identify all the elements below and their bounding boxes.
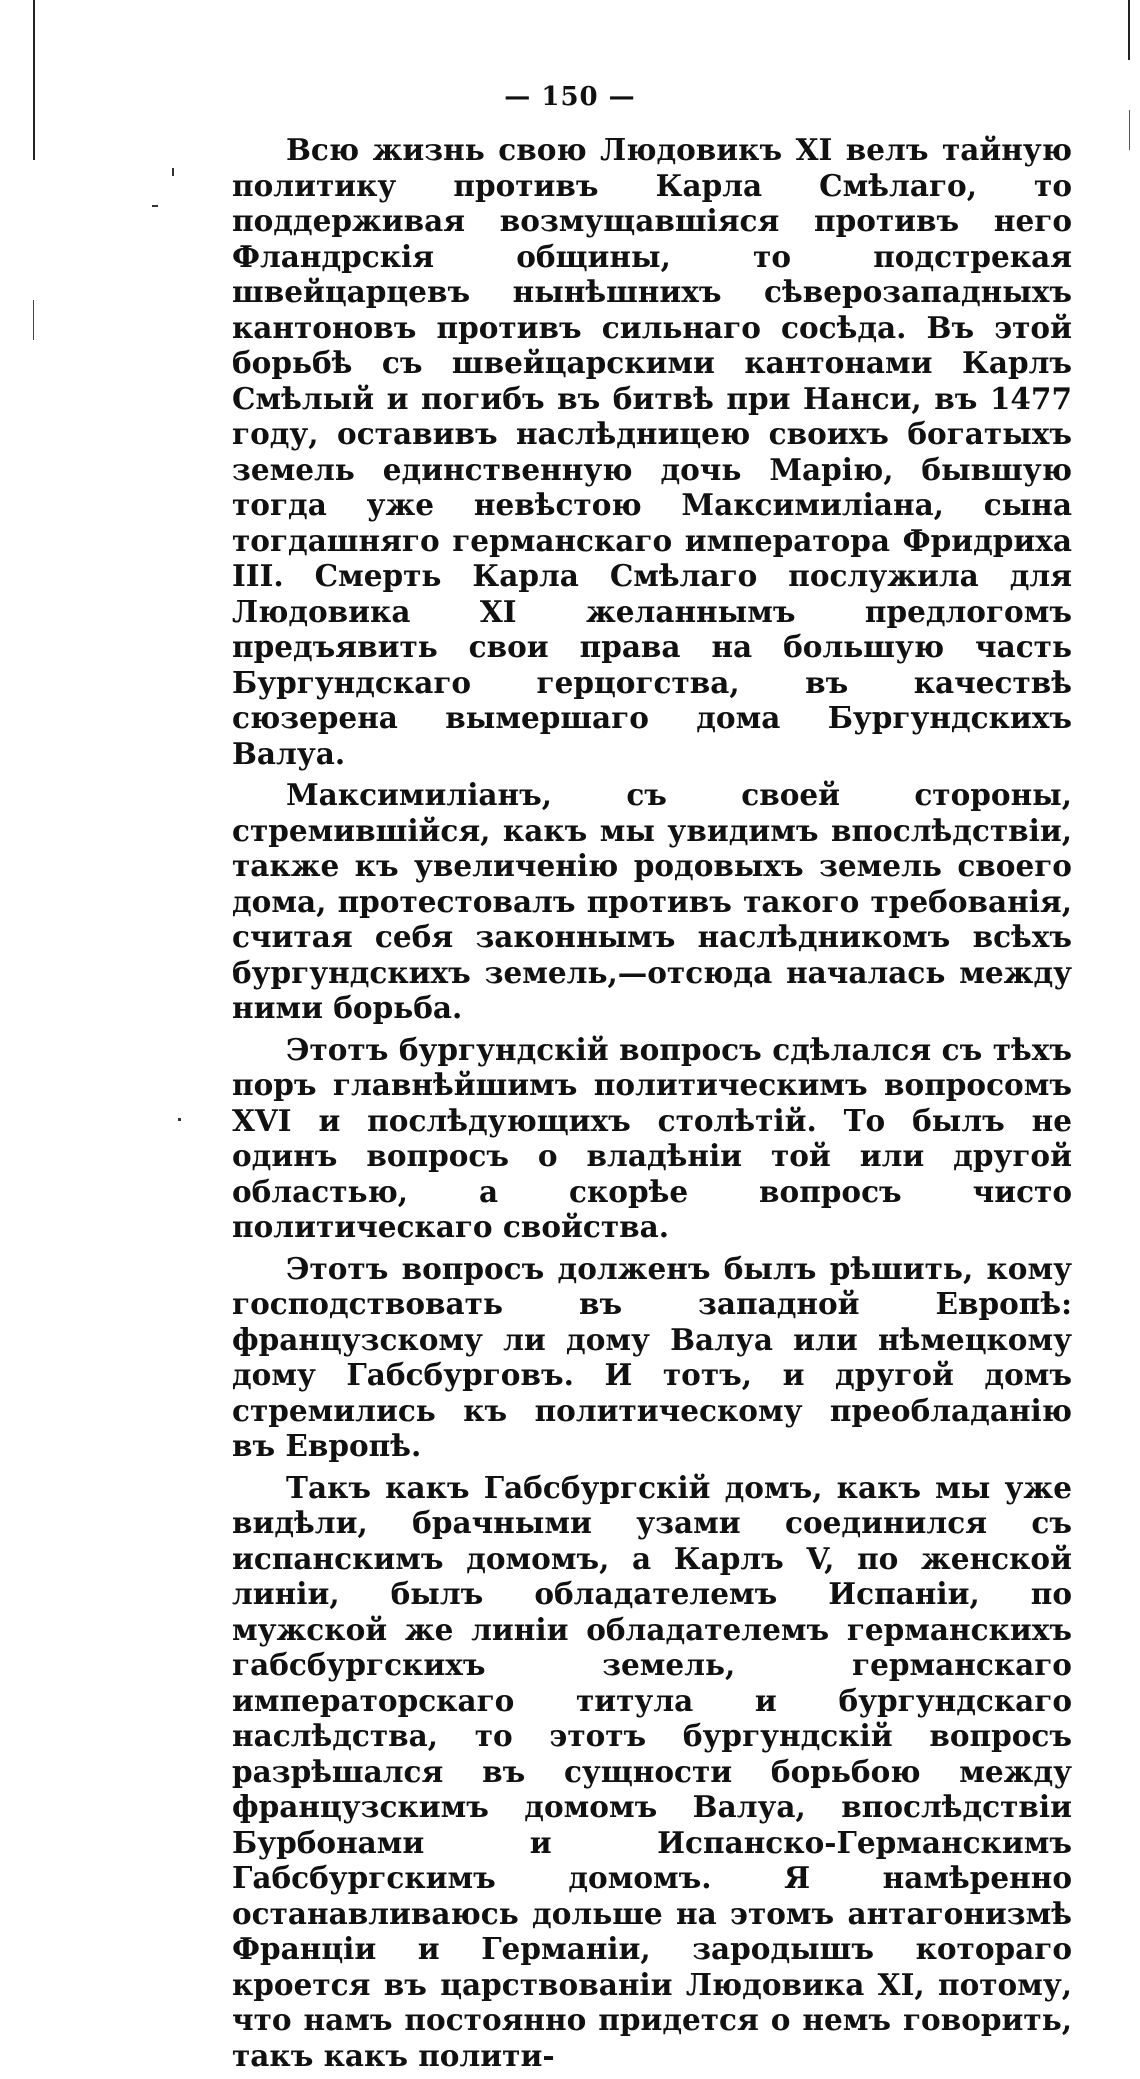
paragraph: Максимиліанъ, съ своей стороны, стремившійся, какъ мы увидимъ впослѣдствіи, также къ увеличенію родовыхъ земель своего дома, протестовалъ противъ такого требованія, считая себя законнымъ наслѣдникомъ всѣхъ бургундскихъ земель,—отсюда началась между ними борьба. [232,777,1072,1025]
scan-edge-line [33,300,34,340]
paragraph: Этотъ вопросъ долженъ былъ рѣшить, кому господствовать въ западной Европѣ: французскому ли дому Валуа или нѣмецкому дому Габсбурговъ. И тотъ, и другой домъ стремились къ политическому преобладанію въ Европѣ. [232,1250,1072,1463]
paragraph: Всю жизнь свою Людовикъ XI велъ тайную политику противъ Карла Смѣлаго, то поддерживая возмущавшіяся противъ него Фландрскія общины, то подстрекая швейцарцевъ нынѣшнихъ сѣверозападныхъ кантоновъ противъ сильнаго сосѣда. Въ этой борьбѣ съ швейцарскими кантонами Карлъ Смѣлый и погибъ въ битвѣ при Нанси, въ 1477 году, оставивъ наслѣдницею своихъ богатыхъ земель единственную дочь Марію, бывшую тогда уже невѣстою Максимиліана, сына тогдашняго германскаго императора Фридриха III. Смерть Карла Смѣлаго послужила для Людовика XI желаннымъ предлогомъ предъявить свои права на большую часть Бургундскаго герцогства, въ качествѣ сюзерена вымершаго дома Бургундскихъ Валуа. [232,132,1072,771]
margin-speck [178,1118,181,1121]
margin-speck [172,168,174,176]
page-number: — 150 — [504,82,636,112]
paragraph: Такъ какъ Габсбургскій домъ, какъ мы уже видѣли, брачными узами соединился съ испанскимъ домомъ, а Карлъ V, по женской линіи, былъ обладателемъ Испаніи, по мужской же линіи обладателемъ германскихъ габсбургскихъ земель, германскаго императорскаго титула и бургундскаго наслѣдства, то этотъ бургундскій вопросъ разрѣшался въ сущности борьбою между французскимъ домомъ Валуа, впослѣдствіи Бурбонами и Испанско-Германскимъ Габсбургскимъ домомъ. Я намѣренно останавливаюсь дольше на этомъ антагонизмѣ Франціи и Германіи, зародышъ котораго кроется въ царствованіи Людовика XI, потому, что намъ постоянно придется о немъ говорить, такъ какъ полити- [232,1469,1072,2073]
scan-edge-line [33,0,35,160]
body-text [232,132,1072,2079]
paragraph: Этотъ бургундскій вопросъ сдѣлался съ тѣхъ поръ главнѣйшимъ политическимъ вопросомъ XVI и послѣдующихъ столѣтій. То былъ не одинъ вопросъ о владѣніи той или другой областью, а скорѣе вопросъ чисто политическаго свойства. [232,1031,1072,1244]
scan-edge-line [1128,0,1130,60]
scan-edge-line [1129,110,1130,150]
margin-speck [152,205,158,207]
